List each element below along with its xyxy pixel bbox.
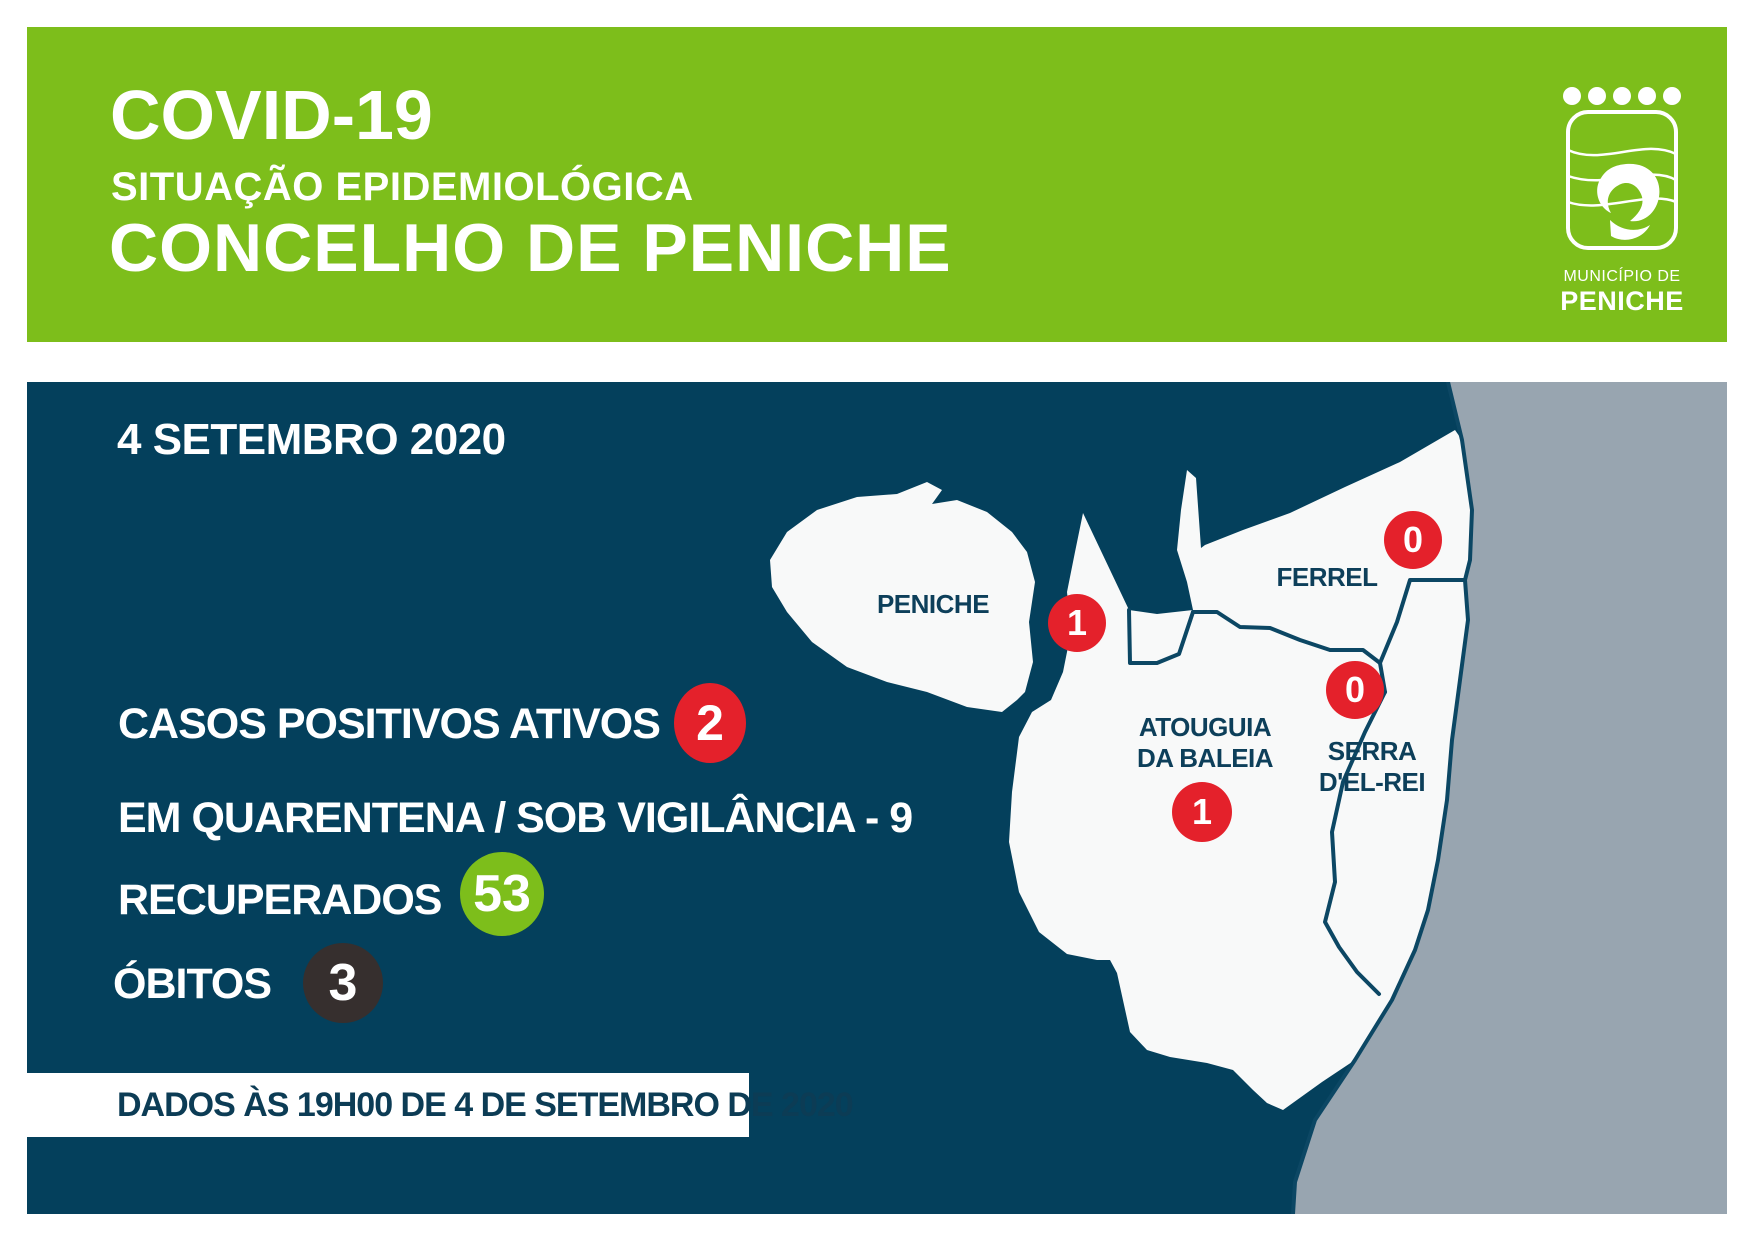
stat-quarantine-label: EM QUARENTENA / SOB VIGILÂNCIA - 9 <box>118 794 913 842</box>
map-badge-ferrel-cases: 0 <box>1384 511 1442 569</box>
map-badge-atouguia-cases: 1 <box>1172 782 1232 842</box>
map-label-serra-del-rei: SERRA D'EL-REI <box>1318 736 1426 797</box>
data-timestamp-text: DADOS ÀS 19H00 DE 4 DE SETEMBRO DE 2020 <box>117 1085 853 1124</box>
map-label-atouguia-da-baleia: ATOUGUIA DA BALEIA <box>1136 712 1274 773</box>
report-date: 4 SETEMBRO 2020 <box>117 415 506 464</box>
logo-org-line2: PENICHE <box>1560 286 1684 316</box>
data-timestamp-box <box>27 1073 853 1137</box>
map-label-peniche: PENICHE <box>876 589 990 619</box>
map-label-ferrel: FERREL <box>1276 562 1378 592</box>
page-title: COVID-19 <box>110 76 433 154</box>
map-badge-peniche-cases: 1 <box>1048 594 1106 652</box>
logo-org-line1: MUNICÍPIO DE <box>1563 268 1681 285</box>
stat-deaths-label: ÓBITOS <box>113 960 272 1008</box>
page-subtitle-region: CONCELHO DE PENICHE <box>109 210 952 286</box>
stat-recovered-label: RECUPERADOS <box>118 876 442 924</box>
deaths-badge: 3 <box>303 943 383 1023</box>
main-panel <box>27 382 1727 1214</box>
page-subtitle: SITUAÇÃO EPIDEMIOLÓGICA <box>111 165 694 209</box>
active-cases-badge: 2 <box>674 683 746 763</box>
map-badge-serra-cases: 0 <box>1326 661 1384 719</box>
header-banner <box>27 27 1727 342</box>
stat-active-cases-label: CASOS POSITIVOS ATIVOS <box>118 700 660 748</box>
recovered-badge: 53 <box>460 852 544 936</box>
